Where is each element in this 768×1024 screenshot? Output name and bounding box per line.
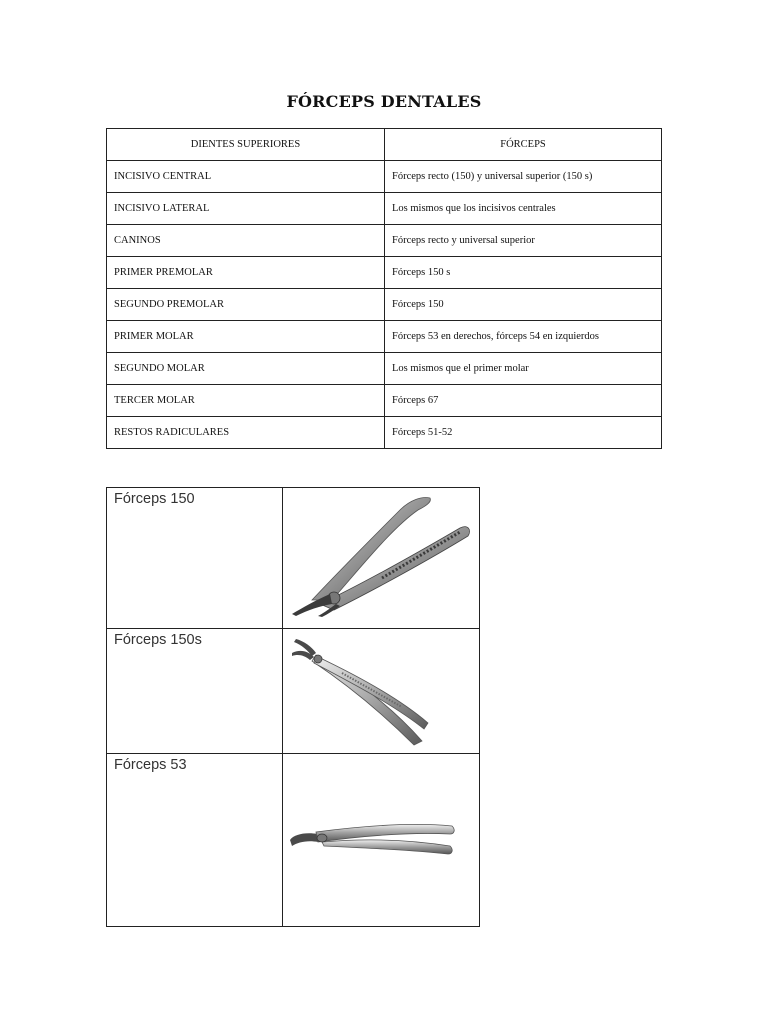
- tooth-cell: SEGUNDO MOLAR: [107, 353, 385, 385]
- forceps-cell: Fórceps 53 en derechos, fórceps 54 en izquierdos: [385, 321, 662, 353]
- forceps-row: [106, 753, 480, 926]
- forceps-image-cell: [282, 487, 480, 629]
- table-row: [107, 193, 662, 225]
- forceps-cell: Fórceps 150: [385, 289, 662, 321]
- forceps-cell: Fórceps recto (150) y universal superior (150 s): [385, 161, 662, 193]
- forceps-cell: Los mismos que el primer molar: [385, 353, 662, 385]
- forceps-150-image: [282, 488, 479, 629]
- tooth-cell: CANINOS: [107, 225, 385, 257]
- forceps-label-cell: [106, 753, 283, 927]
- table-header-row: [107, 129, 662, 161]
- table-row: [107, 225, 662, 257]
- forceps-cell: Los mismos que los incisivos centrales: [385, 193, 662, 225]
- forceps-cell: Fórceps 150 s: [385, 257, 662, 289]
- page-title: FÓRCEPS DENTALES: [286, 92, 482, 111]
- table-row: [107, 385, 662, 417]
- forceps-label: Fórceps 150s: [114, 632, 202, 648]
- forceps-cell: Fórceps recto y universal superior: [385, 225, 662, 257]
- table-row: [107, 417, 662, 449]
- forceps-label-cell: [106, 628, 283, 754]
- table-row: [107, 257, 662, 289]
- header-forceps: FÓRCEPS: [385, 129, 662, 161]
- forceps-label: Fórceps 150: [114, 491, 195, 507]
- header-teeth: DIENTES SUPERIORES: [107, 129, 385, 161]
- tooth-cell: RESTOS RADICULARES: [107, 417, 385, 449]
- teeth-forceps-table: [106, 128, 662, 449]
- table-bottom-border: [106, 926, 480, 927]
- table-row: [107, 161, 662, 193]
- tooth-cell: PRIMER PREMOLAR: [107, 257, 385, 289]
- forceps-53-image: [282, 754, 479, 927]
- forceps-row: [106, 628, 480, 753]
- forceps-label-cell: [106, 487, 283, 629]
- forceps-cell: Fórceps 67: [385, 385, 662, 417]
- forceps-image-table: [106, 487, 480, 927]
- table-row: [107, 289, 662, 321]
- tooth-cell: TERCER MOLAR: [107, 385, 385, 417]
- forceps-image-cell: [282, 753, 480, 927]
- tooth-cell: PRIMER MOLAR: [107, 321, 385, 353]
- table-row: [107, 321, 662, 353]
- forceps-row: [106, 487, 480, 628]
- tooth-cell: INCISIVO LATERAL: [107, 193, 385, 225]
- forceps-image-cell: [282, 628, 480, 754]
- forceps-cell: Fórceps 51-52: [385, 417, 662, 449]
- tooth-cell: SEGUNDO PREMOLAR: [107, 289, 385, 321]
- forceps-label: Fórceps 53: [114, 757, 187, 773]
- forceps-150s-image: [282, 629, 479, 754]
- tooth-cell: INCISIVO CENTRAL: [107, 161, 385, 193]
- table-row: [107, 353, 662, 385]
